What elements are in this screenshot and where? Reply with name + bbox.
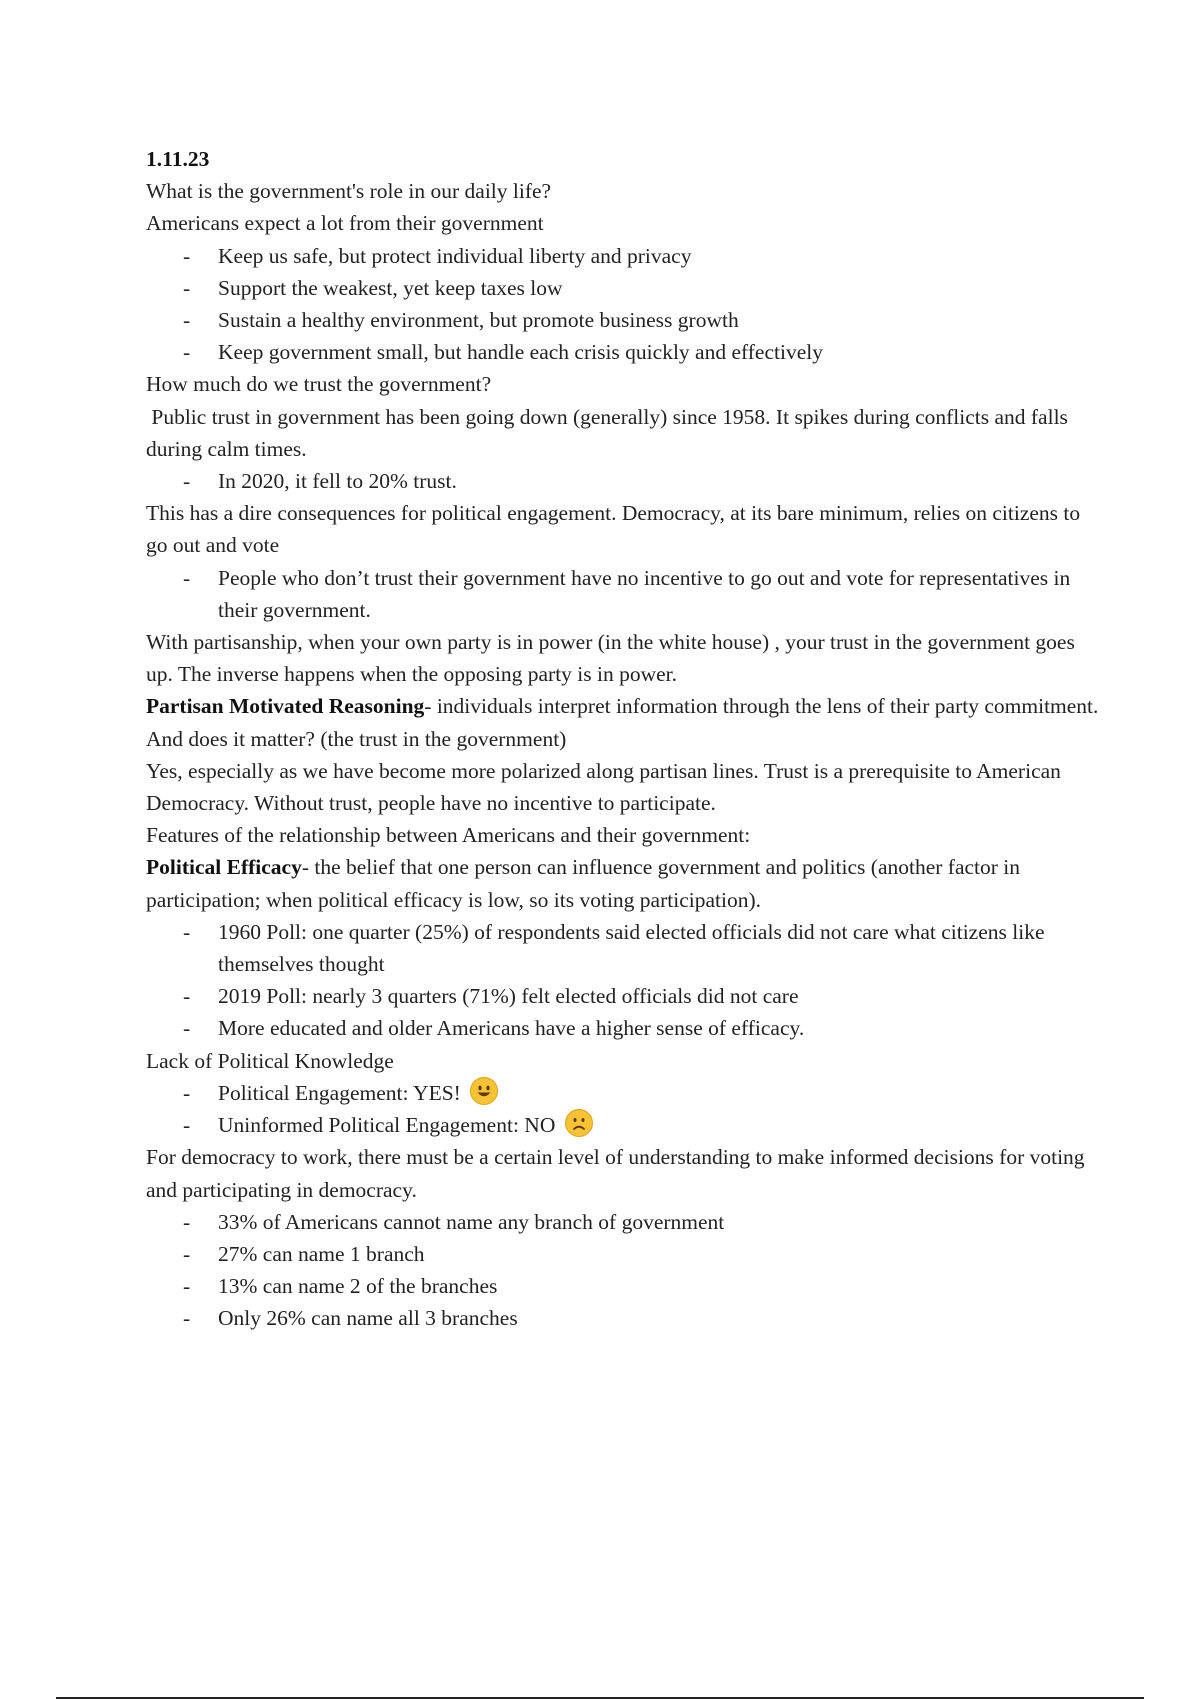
question-role: What is the government's role in our daily life? [146, 179, 552, 204]
bullet-dash: - [183, 1113, 191, 1138]
matter-paragraph: Yes, especially as we have become more polarized along partisan lines. Trust is a prerequisite to American Democracy. Without trust, people have no incentive to participate. [146, 758, 1061, 816]
list-item: - 2019 Poll: nearly 3 quarters (71%) felt elected officials did not care [146, 980, 1106, 1012]
bullet-dash: - [183, 1274, 191, 1299]
notes-date: 1.11.23 [146, 147, 210, 171]
bullet-dash: - [183, 1306, 191, 1331]
bullet-dash: - [183, 1016, 191, 1041]
list-item: - Political Engagement: YES! [146, 1077, 1106, 1109]
notes-page [146, 143, 1106, 1335]
pmr-term: Partisan Motivated Reasoning [146, 694, 425, 719]
list-item: - Uninformed Political Engagement: NO [146, 1109, 1106, 1141]
list-item: - In 2020, it fell to 20% trust. [146, 465, 1106, 497]
bullet-dash: - [183, 340, 191, 365]
list-item: - 33% of Americans cannot name any branch of government [146, 1206, 1106, 1238]
bullet-dash: - [183, 984, 191, 1009]
list-item: - 1960 Poll: one quarter (25%) of respondents said elected officials did not care what citizens like themselves thought [146, 916, 1106, 980]
bullet-dash: - [183, 1241, 191, 1266]
knowledge-heading: Lack of Political Knowledge [146, 1048, 394, 1073]
consequence-paragraph: This has a dire consequences for political engagement. Democracy, at its bare minimum, relies on citizens to go out and vote [146, 501, 1081, 558]
bullet-dash: - [183, 243, 191, 268]
list-item: - 13% can name 2 of the branches [146, 1270, 1106, 1302]
bullet-dash: - [183, 1080, 191, 1105]
bullet-dash: - [183, 1209, 191, 1234]
question-matter: And does it matter? (the trust in the government) [146, 726, 567, 751]
efficacy-term: Political Efficacy [146, 855, 302, 880]
democracy-paragraph: For democracy to work, there must be a certain level of understanding to make informed decisions for voting and participating in democracy. [146, 1145, 1085, 1202]
list-item: - Sustain a healthy environment, but promote business growth [146, 304, 1106, 336]
list-item: - 27% can name 1 branch [146, 1238, 1106, 1270]
list-item: - Keep us safe, but protect individual liberty and privacy [146, 240, 1106, 272]
bullet-dash: - [183, 275, 191, 300]
bullet-dash: - [183, 565, 191, 590]
pmr-definition: Partisan Motivated Reasoning- individuals interpret information through the lens of their party commitment. [146, 694, 1099, 719]
list-item: - Only 26% can name all 3 branches [146, 1302, 1106, 1334]
bullet-dash: - [183, 919, 191, 944]
list-item: - Support the weakest, yet keep taxes low [146, 272, 1106, 304]
bullet-dash: - [183, 469, 191, 494]
list-item: - People who don’t trust their government have no incentive to go out and vote for representatives in their government. [146, 562, 1106, 626]
footer-divider [56, 1697, 1144, 1699]
trust-paragraph: Public trust in government has been going down (generally) since 1958. It spikes during conflicts and falls during calm times. [146, 404, 1074, 461]
list-item: - Keep government small, but handle each crisis quickly and effectively [146, 336, 1106, 368]
question-trust: How much do we trust the government? [146, 372, 492, 397]
expectations-intro: Americans expect a lot from their government [146, 211, 544, 236]
features-heading: Features of the relationship between Americans and their government: [146, 823, 751, 848]
efficacy-definition: Political Efficacy- the belief that one person can influence government and politics (another factor in participation; when political efficacy is low, so its voting participation). [146, 855, 1021, 912]
partisanship-paragraph: With partisanship, when your own party is in power (in the white house) , your trust in the government goes up. The inverse happens when the opposing party is in power. [146, 630, 1075, 687]
bullet-dash: - [183, 308, 191, 333]
frowning-face-icon [565, 1109, 593, 1137]
smiling-face-icon [470, 1077, 498, 1105]
list-item: - More educated and older Americans have a higher sense of efficacy. [146, 1012, 1106, 1044]
